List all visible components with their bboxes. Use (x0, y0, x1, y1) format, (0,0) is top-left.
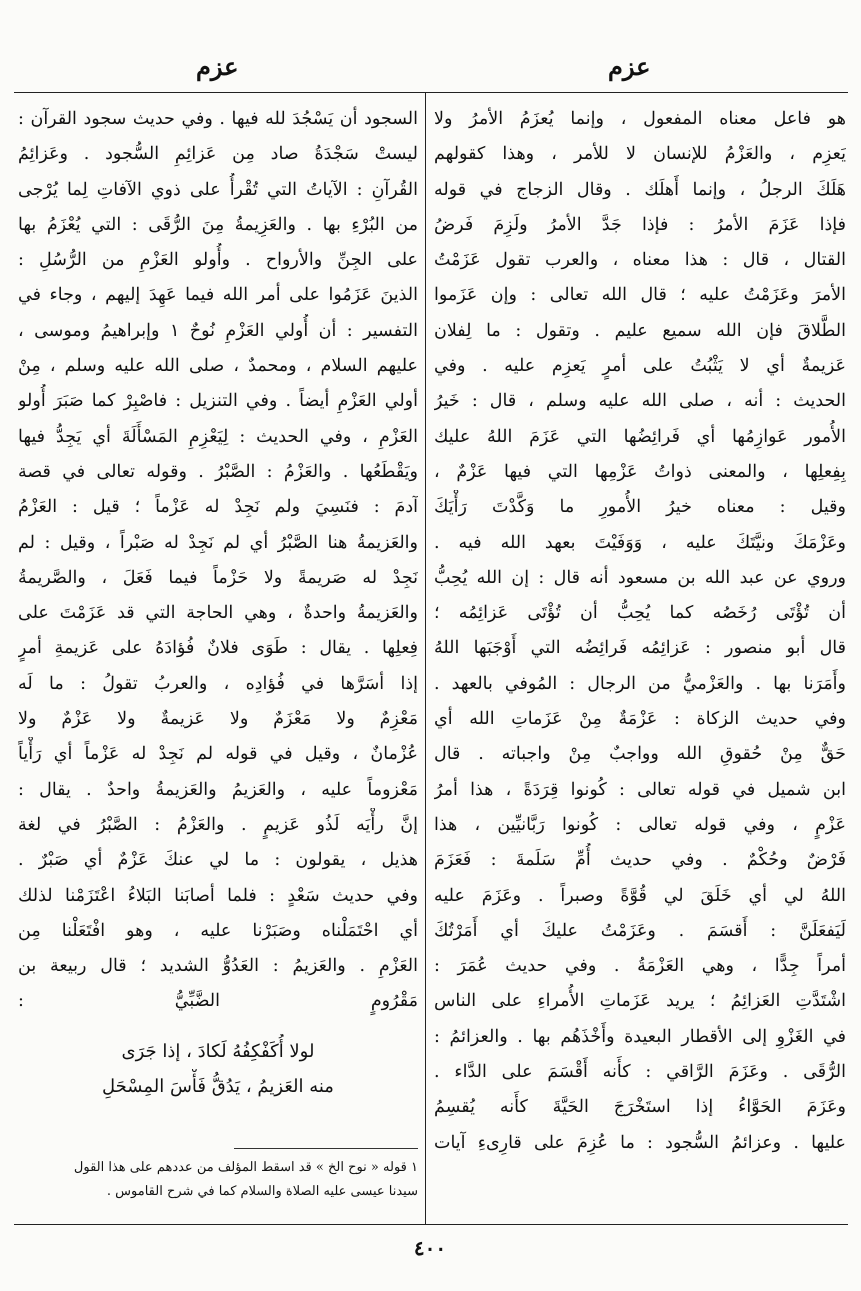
text-line: من البُرْءِ بها . والعَزِيمةُ مِنَ الرُّقَى : التي يُعْزَمُ بها (18, 214, 418, 235)
text-line: والعَزيمةُ هنا الصَّبْرُ أي لم نَجِدْ له صَبْراً ، وقيل : لم (18, 532, 418, 553)
top-rule (14, 92, 848, 93)
text-line: القُرآنِ : الآياتُ التي تُقْرأُ على ذوي الآفاتِ لِما يُرْجى (18, 179, 418, 200)
text-line: عليها . وعزائمُ السُّجود : ما عُزِمَ على قارِىءِ آيات (434, 1132, 846, 1153)
footnote (18, 1156, 418, 1204)
text-line: فَرْضٌ وحُكْمٌ . وفي حديث أُمِّ سَلَمةَ : فَعَزَمَ (434, 850, 846, 871)
text-line: التفسير : أن أُولي العَزْمِ نُوحٌ ١ وإبراهيمُ وموسى ، (18, 320, 418, 341)
right-column (434, 102, 846, 1161)
text-line: اللهُ لي أي خَلَقَ لي قُوَّةً وصبراً . وعَزَمَ عليه (434, 885, 846, 906)
text-line: نَجِدْ له صَريمةً ولا حَزْماً فيما فَعَلَ ، والصَّريمةُ (18, 567, 418, 588)
text-line: هَلَكَ الرجلُ ، وإنما أَهلَك . وقال الزجاج في قوله (434, 179, 846, 200)
text-line: في الغَزْوِ إلى الأقطار البعيدة وأَخْذَهُم بها . والعزائمُ : (434, 1026, 846, 1047)
text-line: على الجِنِّ والأرواح . وأُولو العَزْمِ من الرُّسُلِ : (18, 250, 418, 271)
text-line: والعَزيمةُ واحدةٌ ، وهي الحاجة التي قد عَزَمْتَ على (18, 603, 418, 624)
bottom-rule (14, 1224, 848, 1225)
text-line: ليستْ سَجْدَةُ صاد مِن عَزائِمِ السُّجود . وعَزائِمُ (18, 144, 418, 165)
text-line: لَيَفعَلَنَّ : أَقسَمَ . وعَزَمْتُ عليكَ أي أَمَرْتُكَ (434, 920, 846, 941)
text-line: الحديث : أنه ، صلى الله عليه وسلم ، قال : خَيرُ (434, 391, 846, 412)
text-line: الأُمور عَوازِمُها أي فَرائِضُها التي عَزَمَ اللهُ عليك (434, 426, 846, 447)
text-line: السجود أن يَسْجُدَ لله فيها . وفي حديث سجود القرآن : (18, 109, 418, 129)
text-line: حَقٌّ مِنْ حُقوقِ الله وواجبٌ مِنْ واجباته . قال (434, 744, 846, 765)
text-line: العَزْمِ . والعَزيمُ : العَدُوُّ الشديد ؛ قال ربيعة بن (18, 956, 418, 977)
text-line: وأَمَرَنا بها . والعَزْميُّ من الرجال : المُوفي بالعهد . (434, 673, 846, 694)
headword-right: عزم (608, 52, 651, 81)
text-line: آدمَ : فنَسِيَ ولم نَجِدْ له عَزْماً ؛ قيل : العَزْمُ (18, 497, 418, 518)
text-line: مَعْزوماً عليه ، والعَزيمُ والعَزيمةُ واحدٌ . يقال : (18, 779, 418, 800)
text-line: وعَزَمَ الحَوَّاءُ إذا استَخْرَجَ الحَيَّةَ كأَنه يُقسِمُ (434, 1097, 846, 1118)
footnote-line: ١ قوله « نوح الخ » قد اسقط المؤلف من عددهم على هذا القول (73, 1160, 418, 1175)
text-line: هو فاعل معناه المفعول ، وإنما يُعزَمُ الأمرُ ولا (434, 109, 846, 129)
text-line: الذينَ عَزَمُوا على أمر الله فيما عَهِدَ إليهم ، وجاء في (18, 285, 418, 306)
text-line: الأمرَ وعَزَمْتُ عليه ؛ قال الله تعالى : وإن عَزَموا (434, 285, 846, 306)
column-divider (425, 92, 426, 1224)
text-line: عُزْمانٌ ، وقيل في قوله لم نَجِدْ له عَزْماً أي رَأْياً (18, 744, 418, 765)
verse-line: لولا أُكَفْكِفُهُ لَكادَ ، إذا جَرَى (121, 1040, 315, 1062)
page-number: ٤٠٠ (413, 1236, 447, 1260)
text-line: وروي عن عبد الله بن مسعود أنه قال : إن الله يُحِبُّ (434, 567, 846, 588)
text-line: وعَزْمَكَ ونيَّتَكَ عليه ، وَوَفَيْتَ بعهد الله فيه . (434, 532, 846, 553)
text-line: قال أبو منصور : عَزائِمُه فَرائِضُه التي أَوْجَبَها اللهُ (434, 638, 846, 659)
text-line: اشْتَدَّتِ العَزائِمُ ؛ يريد عَزَماتِ الأُمراءِ على الناس (434, 991, 846, 1012)
text-line: مَعْزِمٌ ولا مَعْزَمٌ ولا عَزيمةٌ ولا عَزْمٌ ولا (18, 709, 418, 730)
text-line: ويَقْطَعُها . والعَزْمُ : الصَّبْرُ . وقوله تعالى في قصة (18, 461, 418, 482)
text-line: عليهم السلام ، ومحمدٌ ، صلى الله عليه وسلم ، مِنْ (18, 356, 418, 377)
text-line: فإذا عَزَمَ الأمرُ : فإذا جَدَّ الأمرُ ولَزِمَ فَرضُ (434, 214, 846, 235)
text-line: إذا أسَرَّها في فُؤادِه ، والعربُ تقولُ : ما لَه (18, 673, 418, 694)
text-line: أولي العَزْمِ أيضاً . وفي التنزيل : فاصْبِرْ كما صَبَرَ أُولو (18, 391, 418, 412)
text-line: وفي حديث الزكاة : عَزْمَةٌ مِنْ عَزَماتِ الله أي (434, 709, 846, 730)
headword-left: عزم (196, 52, 239, 81)
text-line: بِفِعلِها ، والمعنى ذواتُ عَزْمِها التي فيها عَزْمٌ ، (434, 461, 846, 482)
left-column (18, 102, 418, 1104)
text-line: أن تُؤْتَى رُخَصُه كما يُحِبُّ أن تُؤْتَى عَزائِمُه ؛ (434, 603, 846, 624)
text-line: عَزيمةٌ أي لا يَثْبُتُ على أمرٍ يَعزِم عليه . وفي (434, 356, 846, 377)
text-line: العَزْمِ ، وفي الحديث : لِيَعْزِمِ المَسْأَلَةَ أي يَجِدُّ فيها (18, 426, 418, 447)
text-line: هذيل ، يقولون : ما لي عنكَ عَزْمٌ أي صَبْرٌ . (18, 850, 418, 871)
verse-line: منه العَزيمُ ، يَدُقُّ فَأْسَ المِسْحَلِ (102, 1076, 334, 1098)
text-line: أي احْتَمَلْناه وصَبَرْنا عليه ، وهو افْتَعَلْنا مِن (18, 920, 418, 941)
text-line: الطَّلاقَ فإن الله سميع عليم . وتقول : ما لِفلان (434, 320, 846, 341)
text-line: يَعزِم ، والعَزْمُ للإنسان لا للأمر ، وهذا كقولهم (434, 144, 846, 165)
text-line: القتال ، قال : هذا معناه ، والعرب تقول عَزَمْتُ (434, 250, 846, 271)
text-line: وفي حديث سَعْدٍ : فلما أصابَنا البَلاءُ اعْتَزَمْنا لذلك (18, 885, 418, 906)
text-line: وقيل : معناه خيرُ الأُمورِ ما وَكَّدْتَ رَأْيَكَ (434, 497, 846, 518)
text-line: مَقْرُومٍ الضَّبِّيُّ : (18, 991, 418, 1012)
text-line: الرُّقَى . وعَزَمَ الرَّاقي : كأَنه أَقْسَمَ على الدَّاء . (434, 1062, 846, 1083)
footnote-line: سيدنا عيسى عليه الصلاة والسلام كما في شرح القاموس . (106, 1184, 418, 1199)
text-line: أمراً جِدًّا ، وهي العَزْمَةُ . وفي حديث عُمَرَ : (434, 956, 846, 977)
text-line: عَزْمٍ ، وفي قوله تعالى : كُونوا رَبَّانيِّين ، هذا (434, 814, 846, 835)
text-line: إنَّ رأْيَه لَذُو عَزيمٍ . والعَزْمُ : الصَّبْرُ في لغة (18, 814, 418, 835)
footnote-rule (234, 1148, 418, 1149)
text-line: فِعلِها . يقال : طَوَى فلانٌ فُؤادَهُ على عَزيمةِ أمرٍ (18, 638, 418, 659)
text-line: ابن شميل في قوله تعالى : كُونوا قِرَدَةً ، هذا أمرُ (434, 779, 846, 800)
